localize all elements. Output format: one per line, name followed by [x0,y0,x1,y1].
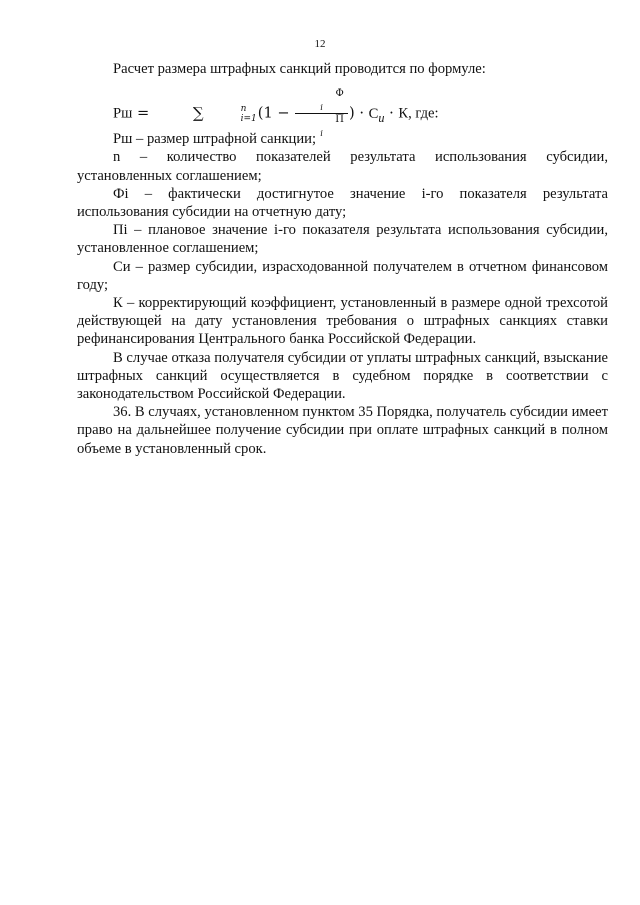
formula-denominator-symbol: П [335,114,344,126]
formula-close-paren: ) [348,104,355,122]
document-body [77,60,608,458]
formula-dot-1: · [359,104,364,122]
formula-subsidy [368,105,385,125]
definition-coefficient: К – корректирующий коэффициент, установленный в размере одной трехсотой действующей на дату установления требования о штрафных санкциях ставки рефинансирования Центрального банка Российской Федерации. [77,295,608,348]
page-number: 12 [314,38,326,50]
formula-tail: , где: [408,105,439,122]
formula-denominator-index: i [320,128,323,139]
definition-subsidy-amount: Си – размер субсидии, израсходованной получателем в отчетном финансовом году; [77,258,608,293]
definition-indicator-count: n – количество показателей результата использования субсидии, установленных соглашением; [77,149,608,184]
formula-coefficient: К [398,105,409,122]
formula-upper-limit: n [240,103,247,114]
formula-numerator [295,88,348,114]
formula-subsidy-symbol: С [368,105,379,122]
formula-subsidy-index: и [378,110,385,125]
refusal-paragraph: В случае отказа получателя субсидии от уплаты штрафных санкций, взыскание штрафных санкций осуществляется в судебном порядке в соответствии с законодательством Российской Федерации. [77,349,608,403]
formula-numerator-index: i [320,102,323,113]
formula-intro: Расчет размера штрафных санкций проводится по формуле: [113,61,486,77]
clause-36: 36. В случаях, установленном пунктом 35 Порядка, получатель субсидии имеет право на дальнейшее получение субсидии при оплате штрафных санкций в полном объеме в установленный срок. [77,404,608,457]
formula-equals: = [137,104,150,122]
formula-lhs: Рш [113,105,133,122]
formula-open-paren: (1 − [257,104,290,122]
formula-sigma: ∑ [192,104,204,123]
definition-planned-value: Пi – плановое значение i-го показателя результата использования субсидии, установленное соглашением; [77,222,608,257]
formula-dot-2: · [389,104,394,122]
formula-numerator-symbol: Ф [335,88,344,100]
formula-sum-limits [205,104,257,124]
definition-actual-value: Фi – фактически достигнутое значение i-го показателя результата использования субсидии на отчетную дату; [77,185,608,221]
definition-penalty: Рш – размер штрафной санкции; [113,131,317,148]
formula-lower-limit: i=1 [240,113,257,124]
penalty-formula [77,88,608,139]
